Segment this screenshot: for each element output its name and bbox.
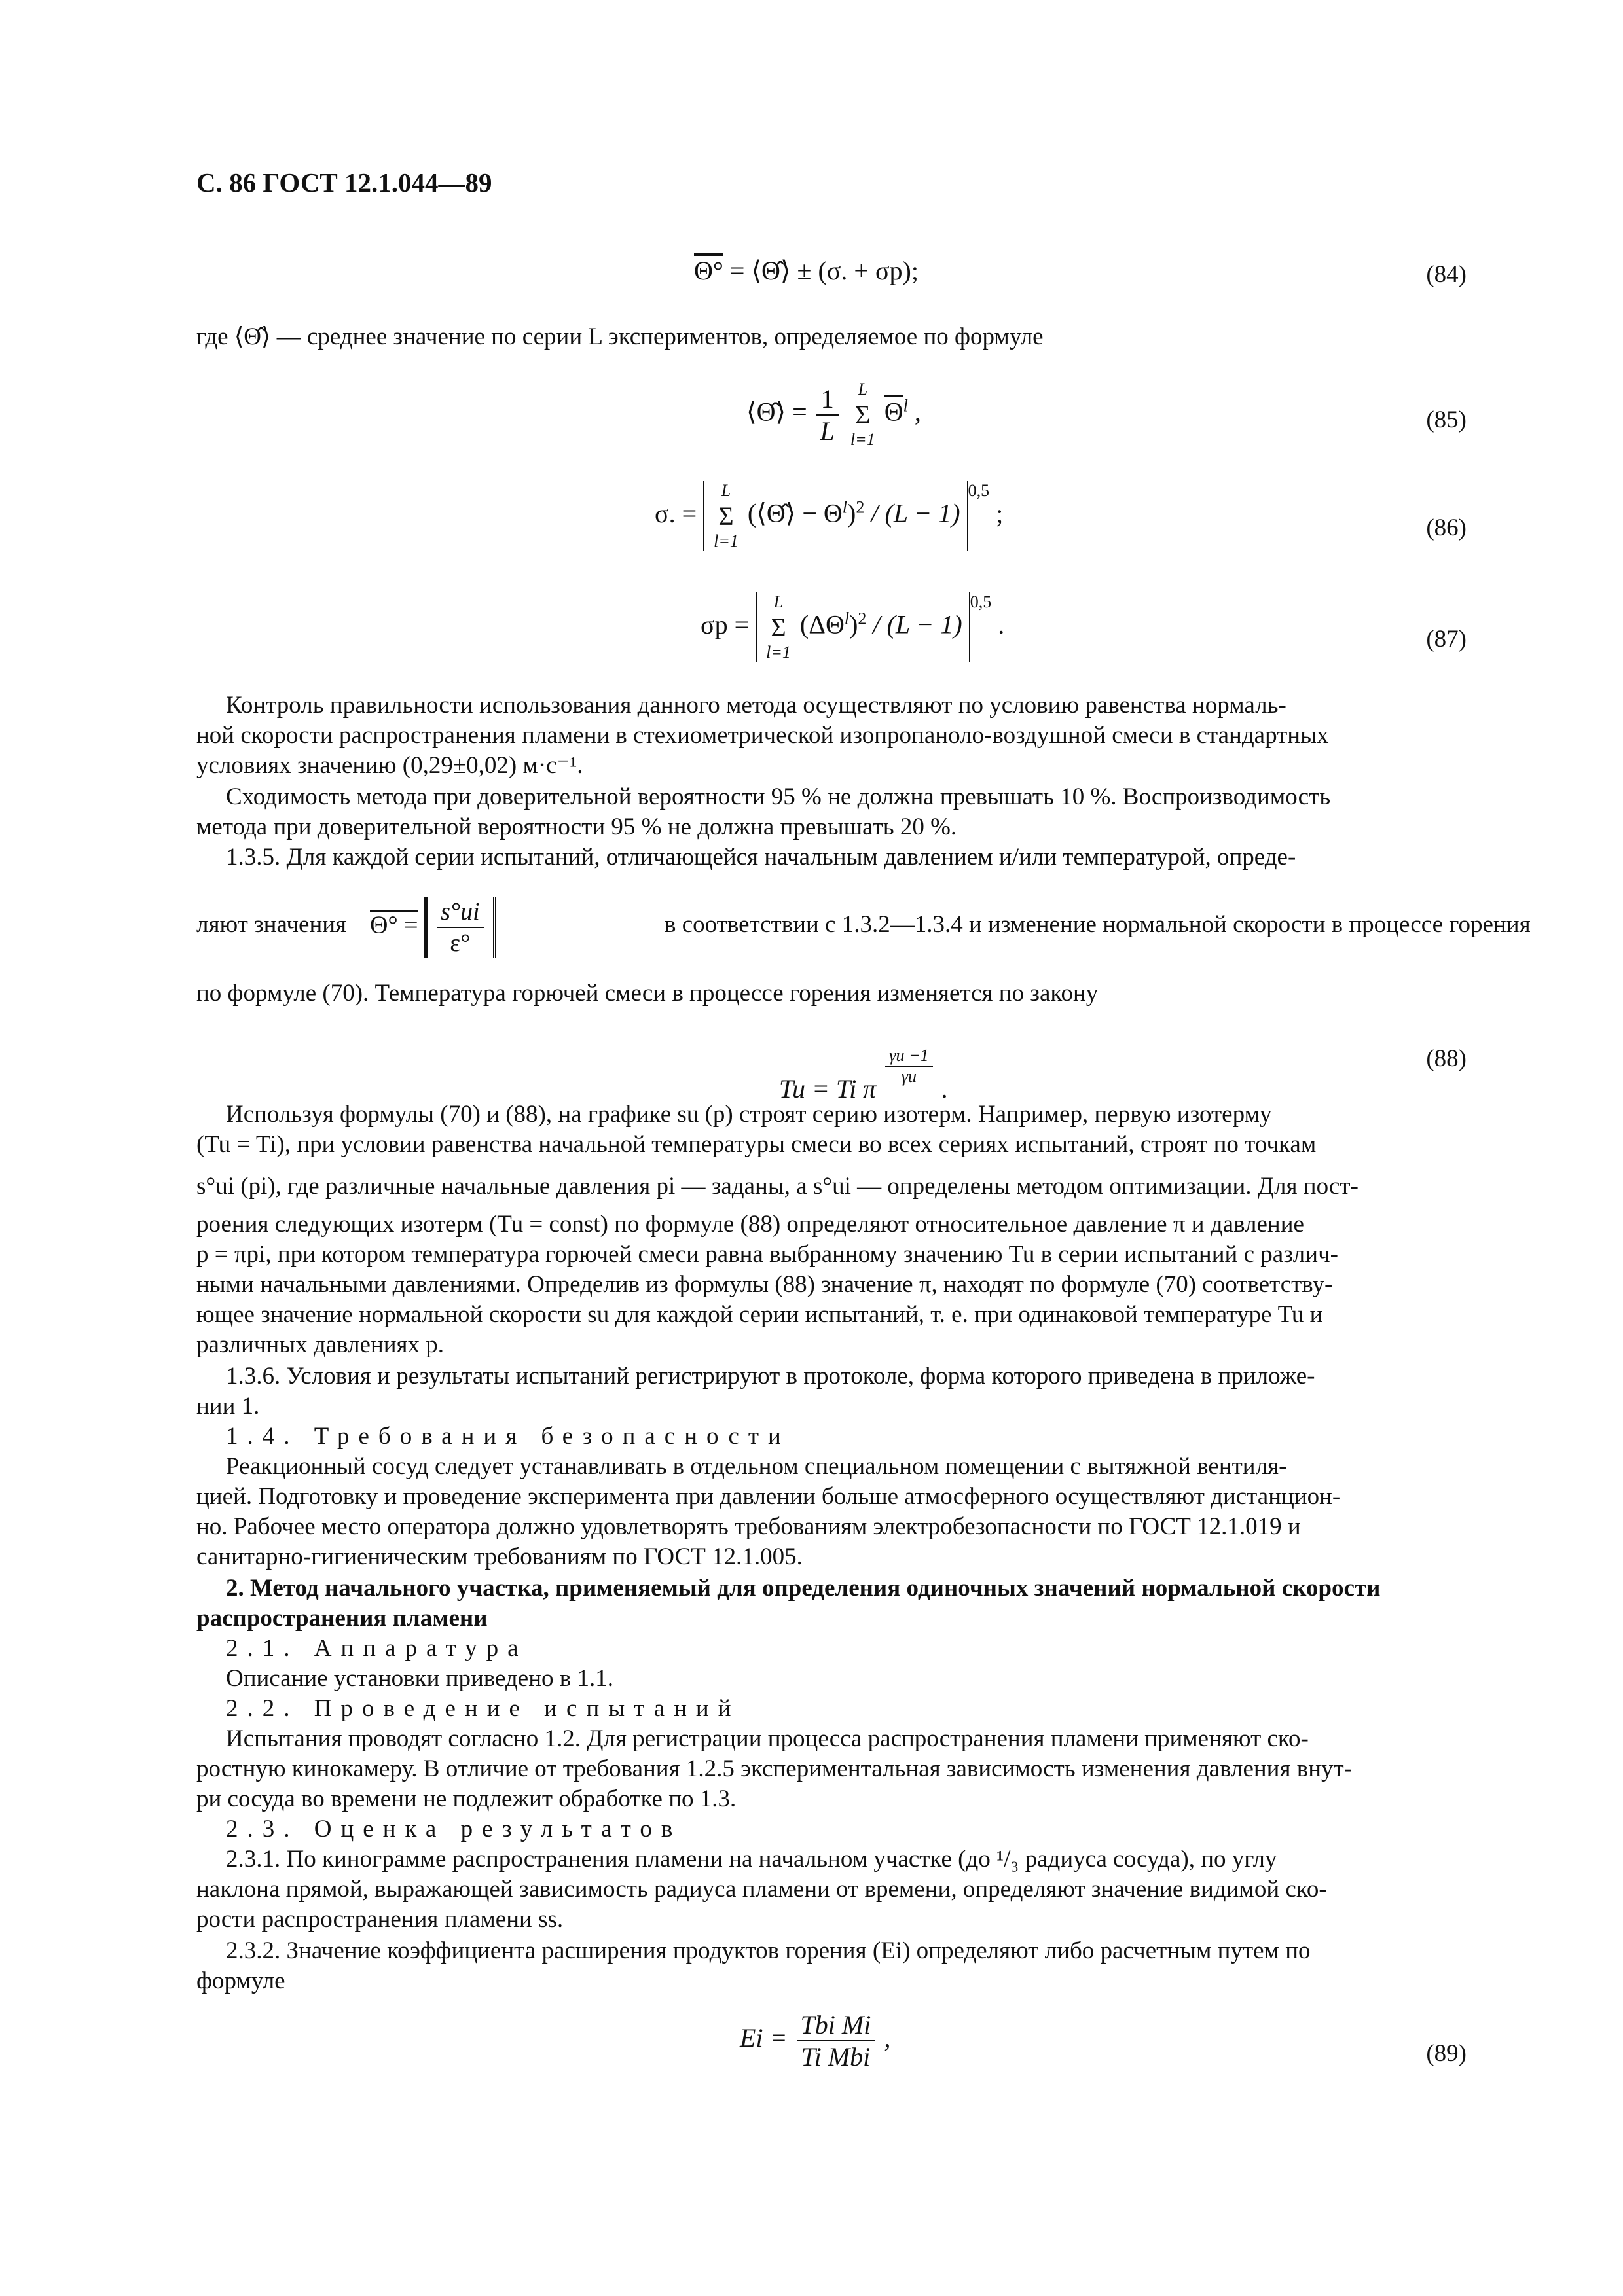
eq87-end: . bbox=[998, 610, 1005, 639]
eq84-number: (84) bbox=[1426, 261, 1467, 288]
eq87-inner-sup: l bbox=[844, 609, 850, 628]
equation-86 bbox=[196, 481, 1467, 560]
eq84-lhs: Θ° bbox=[694, 256, 723, 285]
eq88-number: (88) bbox=[1426, 1045, 1467, 1072]
eq86-inner: (⟨Θ̂⟩ − Θ bbox=[747, 499, 843, 528]
para4-line6: ными начальными давлениями. Определив из формулы (88) значение π, находят по формуле (70) соответству- bbox=[196, 1271, 1333, 1298]
eq89-frac-den: Ti Mbi bbox=[801, 2042, 871, 2072]
section-2-1-text: Описание установки приведено в 1.1. bbox=[226, 1665, 613, 1692]
section-2-1-title: 2.1. Аппаратура bbox=[226, 1635, 528, 1662]
eq87-sum-bottom: l=1 bbox=[766, 643, 791, 662]
eq88-end: . bbox=[941, 1074, 949, 1103]
para5-line2: нии 1. bbox=[196, 1393, 260, 1420]
eq87-sum-top: L bbox=[773, 592, 784, 612]
eq87-exponent: 0,5 bbox=[970, 592, 992, 611]
eq85-sum-sign: Σ bbox=[855, 400, 871, 429]
para3-frac-num: s°ui bbox=[437, 897, 484, 928]
eq86-sum bbox=[714, 481, 739, 551]
p231-line1: 2.3.1. По кинограмме распространения пламени на начальном участке (до ¹/₃ радиуса сосуда), по углу bbox=[226, 1846, 1277, 1873]
equation-88 bbox=[196, 1021, 1467, 1103]
eq86-lhs: σ. = bbox=[655, 499, 697, 528]
eq85-fraction bbox=[816, 384, 839, 446]
eq88-exponent bbox=[885, 1046, 932, 1086]
eq86-pow: 2 bbox=[856, 497, 865, 517]
eq86-sum-top: L bbox=[721, 481, 731, 501]
eq87-sum-sign: Σ bbox=[771, 613, 786, 643]
eq86-exponent: 0,5 bbox=[968, 481, 990, 500]
eq87-lhs: σр = bbox=[701, 610, 750, 639]
para6-line2: цией. Подготовку и проведение эксперимента при давлении больше атмосферного осуществляют дистанцион- bbox=[196, 1483, 1341, 1510]
eq85-sum-bottom: l=1 bbox=[850, 430, 875, 449]
eq89-fraction bbox=[797, 2009, 875, 2072]
para4-line7: ющее значение нормальной скорости su для каждой серии испытаний, т. е. при одинаковой температуре Tu и bbox=[196, 1301, 1323, 1328]
para3-frac bbox=[437, 897, 484, 958]
eq86-end: ; bbox=[996, 499, 1004, 528]
eq87-tail: / (L − 1) bbox=[873, 610, 962, 639]
eq88-exp-num: γu −1 bbox=[885, 1046, 932, 1067]
eq86-bracket bbox=[703, 481, 968, 551]
para3-line1: 1.3.5. Для каждой серии испытаний, отличающейся начальным давлением и/или температурой, опреде- bbox=[226, 844, 1296, 870]
para4-line8: различных давлениях p. bbox=[196, 1331, 445, 1358]
p231-line2: наклона прямой, выражающей зависимость радиуса пламени от времени, определяют значение видимой ско- bbox=[196, 1876, 1327, 1903]
eq85-frac-den: L bbox=[820, 416, 835, 446]
section-1-4-title: 1.4. Требования безопасности bbox=[226, 1423, 790, 1450]
para6-line1: Реакционный сосуд следует устанавливать в отдельном специальном помещении с вытяжной вентиля- bbox=[226, 1453, 1287, 1480]
para1-line2: ной скорости распространения пламени в стехиометрической изопропаноло-воздушной смеси в стандартных bbox=[196, 722, 1329, 749]
eq87-number: (87) bbox=[1426, 626, 1467, 653]
eq88-exp-den: γu bbox=[901, 1067, 917, 1086]
para4-line4: роения следующих изотерм (Tu = const) по формуле (88) определяют относительное давление π и давление bbox=[196, 1211, 1304, 1238]
eq87-pow: 2 bbox=[858, 609, 867, 628]
p232-line1: 2.3.2. Значение коэффициента расширения продуктов горения (Ei) определяют либо расчетным путем по bbox=[226, 1937, 1311, 1964]
eq85-lhs: ⟨Θ̂⟩ = bbox=[746, 397, 807, 427]
where-text: — среднее значение по серии L экспериментов, определяемое по формуле bbox=[276, 323, 1044, 350]
eq87-bracket bbox=[756, 592, 970, 662]
para6-line4: санитарно-гигиеническим требованиям по ГОСТ 12.1.005. bbox=[196, 1543, 803, 1570]
eq89-number: (89) bbox=[1426, 2040, 1467, 2067]
eq84-rhs: = ⟨Θ̂⟩ ± (σ. + σр); bbox=[729, 256, 919, 285]
equation-87 bbox=[196, 592, 1467, 671]
para3-frac-den: ε° bbox=[450, 929, 471, 957]
para3-line2 bbox=[196, 897, 1531, 962]
equation-84 bbox=[196, 249, 1467, 327]
p22-line3: ри сосуда во времени не подлежит обработке по 1.3. bbox=[196, 1785, 737, 1812]
para3-prefix: ляют значения bbox=[196, 911, 347, 938]
para1-line3: условиях значению (0,29±0,02) м·с⁻¹. bbox=[196, 752, 583, 779]
eq85-sum-top: L bbox=[858, 380, 868, 399]
eq85-term-sup: l bbox=[903, 396, 908, 416]
eq87-inner: (ΔΘ bbox=[799, 610, 845, 639]
equation-85 bbox=[196, 380, 1467, 458]
eq86-sum-sign: Σ bbox=[718, 501, 734, 531]
para4-line1: Используя формулы (70) и (88), на графике su (p) строят серию изотерм. Например, первую изотерму bbox=[226, 1101, 1272, 1128]
para2-line1: Сходимость метода при доверительной вероятности 95 % не должна превышать 10 %. Воспроизводимость bbox=[226, 783, 1331, 810]
eq86-inner-close: ) bbox=[847, 499, 856, 528]
eq89-lhs: Ei = bbox=[740, 2023, 788, 2053]
eq85-sum bbox=[850, 380, 875, 450]
eq85-tail: , bbox=[914, 397, 921, 427]
para3-formula-lhs: Θ° = bbox=[370, 911, 418, 939]
section-2-3-title: 2.3. Оценка результатов bbox=[226, 1816, 682, 1842]
para4-line5: p = πpi, при котором температура горючей смеси равна выбранному значению Tu в серии испытаний с различ- bbox=[196, 1241, 1338, 1268]
para4-line2: (Tu = Ti), при условии равенства начальной температуры смеси во всех сериях испытаний, строят по точкам bbox=[196, 1131, 1317, 1158]
page-header: С. 86 ГОСТ 12.1.044—89 bbox=[196, 168, 492, 198]
eq86-inner-sup: l bbox=[842, 497, 848, 517]
para3-line3: по формуле (70). Температура горючей смеси в процессе горения изменяется по закону bbox=[196, 980, 1099, 1007]
eq89-frac-num: Tbi Mi bbox=[797, 2009, 875, 2041]
eq85-term: $\overline{\Theta}$ bbox=[884, 397, 903, 427]
para5-line1: 1.3.6. Условия и результаты испытаний регистрируют в протоколе, форма которого приведена в приложе- bbox=[226, 1363, 1315, 1390]
para4-line3: s°ui (pi), где различные начальные давления pi — заданы, а s°ui — определены методом оптимизации. Для пост- bbox=[196, 1173, 1359, 1200]
eq85-number: (85) bbox=[1426, 406, 1467, 433]
section-2-title-line2: распространения пламени bbox=[196, 1605, 488, 1632]
where-line bbox=[196, 322, 1467, 352]
para3-formula bbox=[370, 897, 496, 958]
eq86-tail: / (L − 1) bbox=[871, 499, 960, 528]
p231-line3: рости распространения пламени ss. bbox=[196, 1906, 564, 1933]
where-prefix: где bbox=[196, 323, 228, 350]
eq87-sum bbox=[766, 592, 791, 662]
equation-89 bbox=[196, 2003, 1467, 2081]
p22-line1: Испытания проводят согласно 1.2. Для регистрации процесса распространения пламени применяют ско- bbox=[226, 1725, 1309, 1752]
eq86-sum-bottom: l=1 bbox=[714, 531, 739, 551]
section-2-title-line1: 2. Метод начального участка, применяемый для определения одиночных значений нормальной скорости bbox=[226, 1575, 1381, 1602]
p232-line2: формуле bbox=[196, 1967, 285, 1994]
eq87-inner-close: ) bbox=[849, 610, 858, 639]
para3-suffix: в соответствии с 1.3.2—1.3.4 и изменение нормальной скорости в процессе горения bbox=[665, 911, 1531, 938]
eq85-frac-num: 1 bbox=[816, 384, 839, 416]
p22-line2: ростную кинокамеру. В отличие от требования 1.2.5 экспериментальная зависимость изменения давления внут- bbox=[196, 1755, 1352, 1782]
eq88-lhs: Tu = Ti π bbox=[779, 1074, 877, 1103]
eq89-end: , bbox=[884, 2023, 891, 2053]
eq86-number: (86) bbox=[1426, 514, 1467, 541]
para2-line2: метода при доверительной вероятности 95 % не должна превышать 20 %. bbox=[196, 814, 957, 840]
section-2-2-title: 2.2. Проведение испытаний bbox=[226, 1695, 740, 1722]
para6-line3: но. Рабочее место оператора должно удовлетворять требованиям электробезопасности по ГОСТ 12.1.019 и bbox=[196, 1513, 1301, 1540]
para1-line1: Контроль правильности использования данного метода осуществляют по условию равенства нормаль- bbox=[226, 692, 1286, 719]
para3-norm bbox=[424, 897, 496, 958]
where-symbol: ⟨Θ̂⟩ bbox=[234, 323, 271, 350]
